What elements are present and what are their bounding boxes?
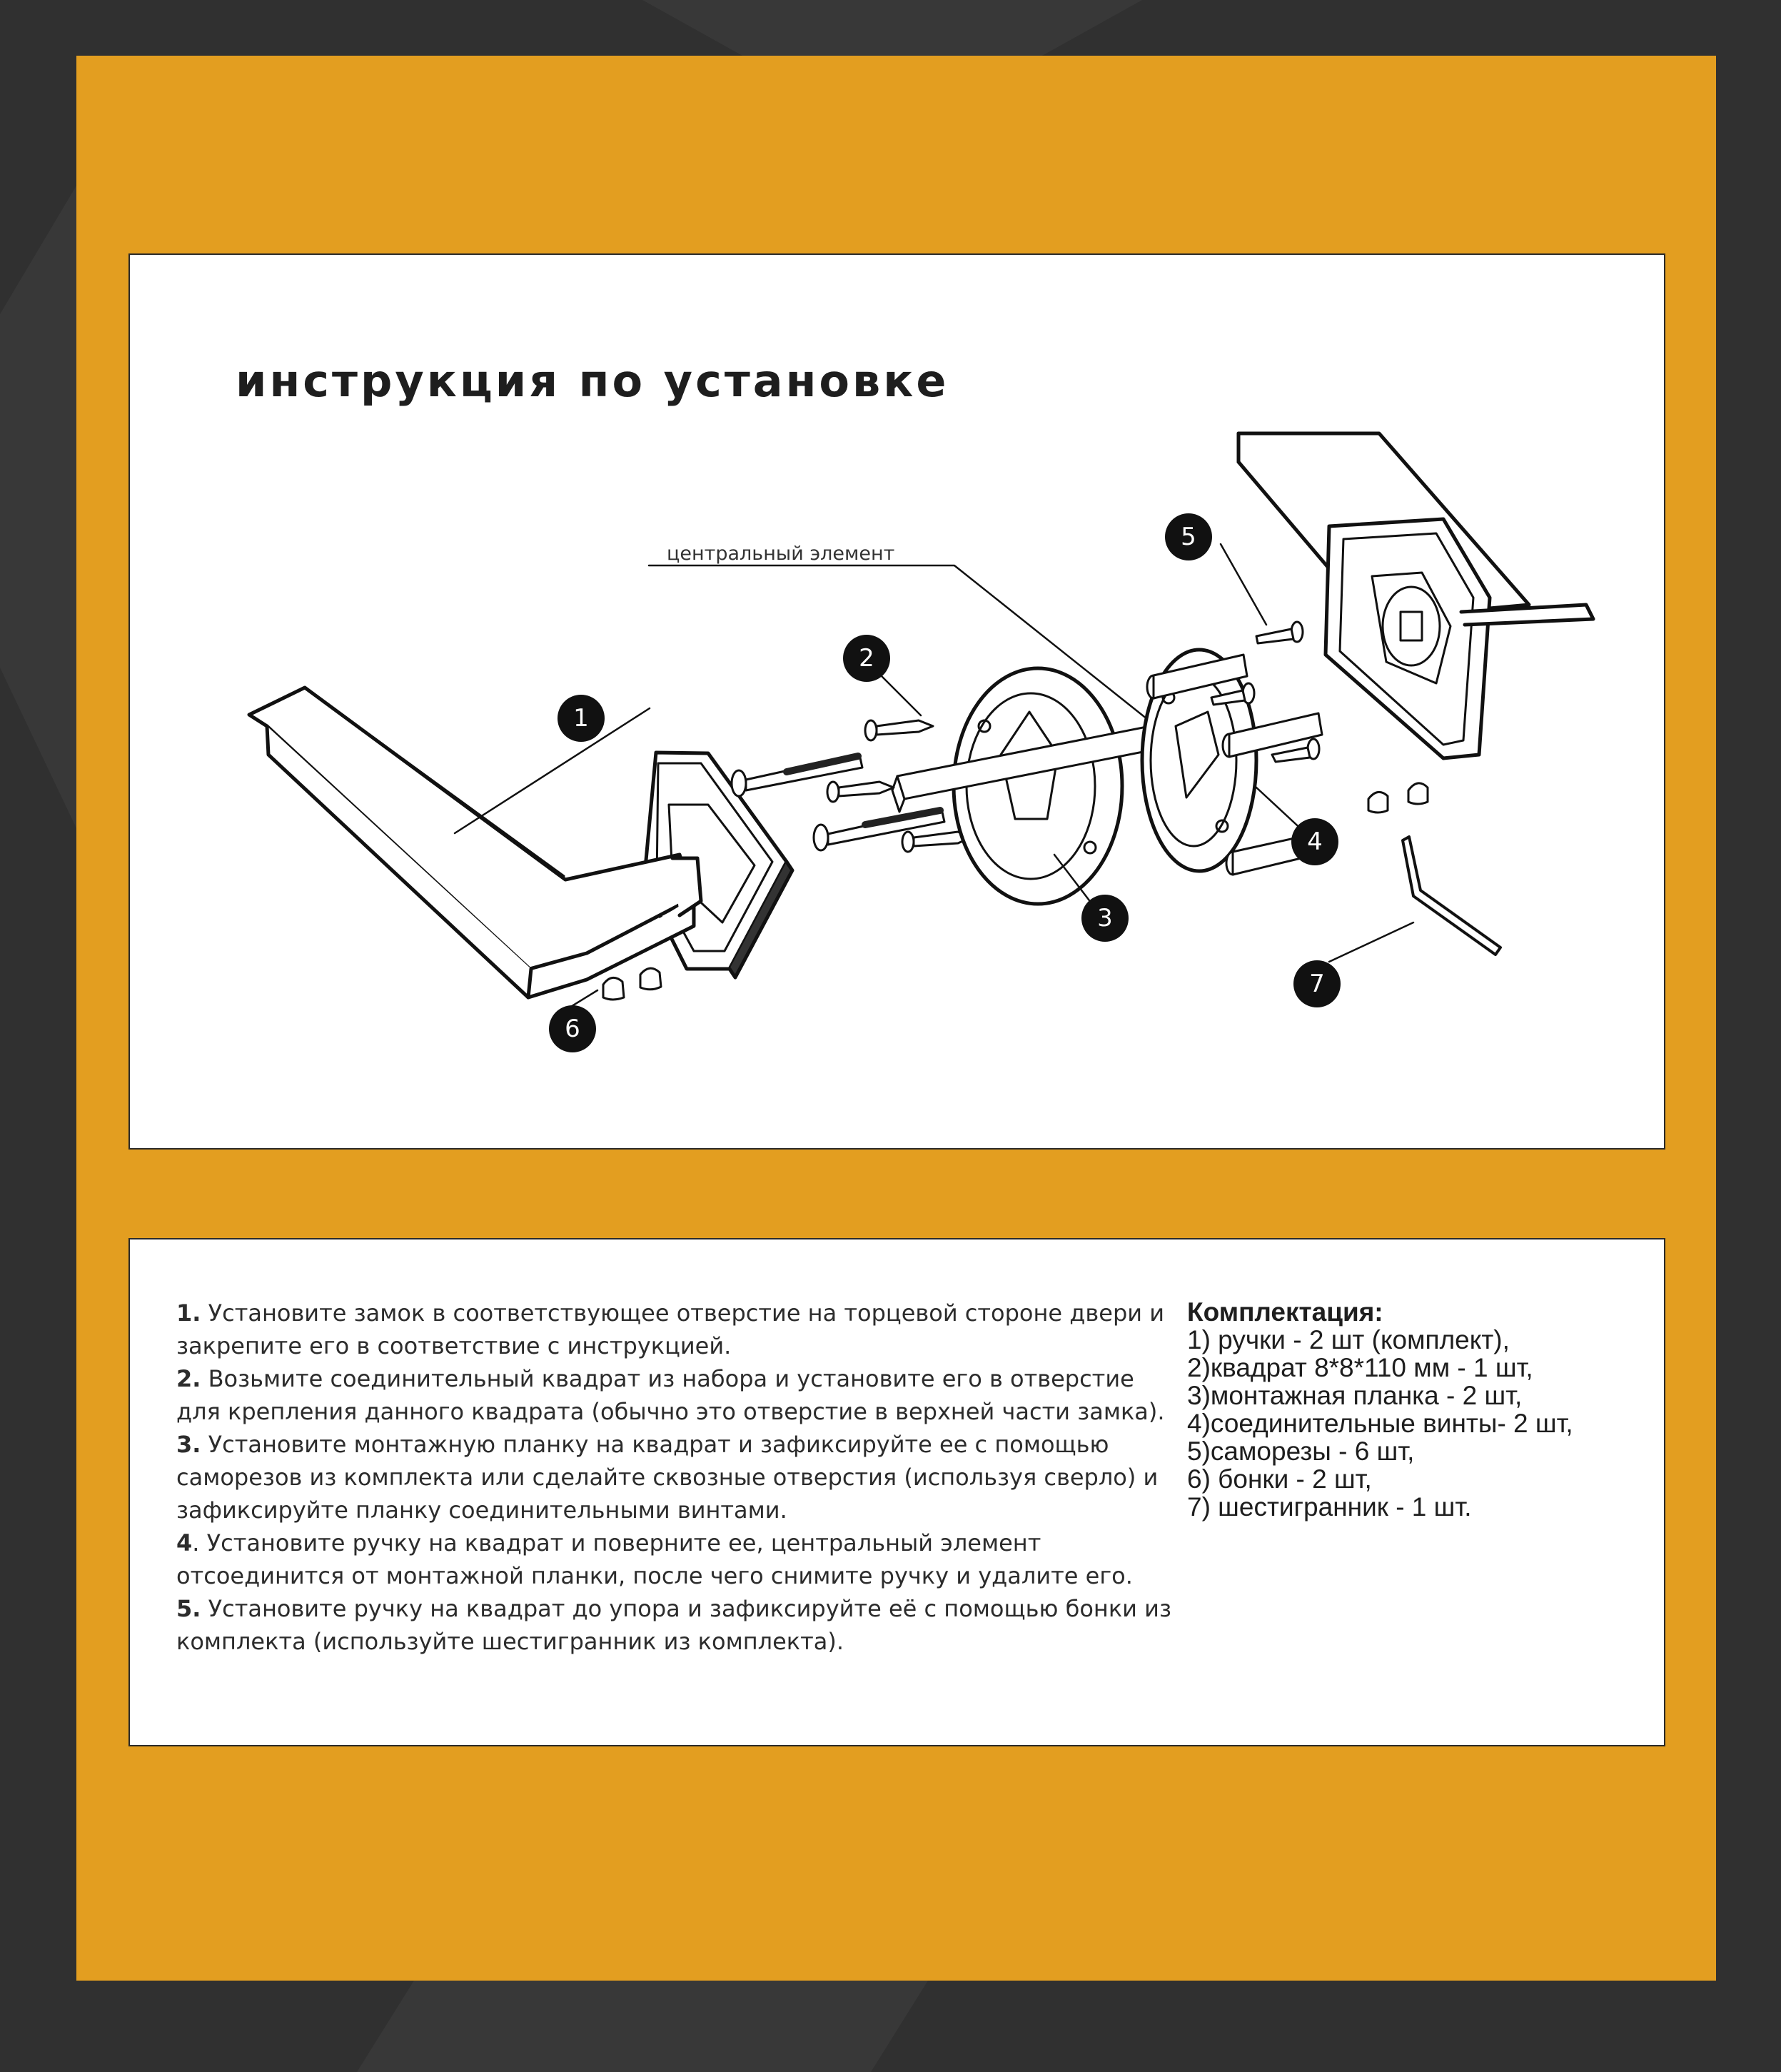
background-shape-left [0,186,76,828]
callout-7 [1293,960,1341,1007]
callout-6 [549,1005,596,1052]
step-number: 1. [176,1299,201,1327]
step-number: 5. [176,1595,201,1622]
step-1 [176,1297,1176,1362]
hex-key [1403,837,1500,955]
kit-title: Комплектация: [1187,1297,1383,1327]
bonk-pair-right [1368,783,1428,813]
callout-1-label: 1 [573,704,589,733]
kit-list [1187,1326,1644,1521]
kit-item: 4)соединительные винты- 2 шт, [1187,1409,1573,1438]
instructions-panel [128,1238,1665,1746]
kit-item: 6) бонки - 2 шт, [1187,1464,1372,1494]
step-number: 2. [176,1365,201,1392]
step-text: Установите монтажную планку на квадрат и зафиксируйте ее с помощью саморезов из комплекта или сделайте сквозные отверстия (используя сверло) и зафиксируйте планку соединительными винтами. [176,1431,1159,1524]
step-text: Установите замок в соответствующее отверстие на торцевой стороне двери и закрепите его в соответствие с инструкцией. [176,1299,1165,1359]
step-3 [176,1428,1176,1527]
page-title: инструкция по установке [236,355,949,407]
callout-3 [1081,895,1129,942]
callout-2 [843,635,890,682]
step-text: Установите ручку на квадрат до упора и зафиксируйте её с помощью бонки из комплекта (используйте шестигранник из комплекта). [176,1595,1171,1655]
callout-3-label: 3 [1097,904,1113,932]
background-shape-top [642,0,1142,56]
step-number: 3. [176,1431,201,1458]
kit-contents [1187,1298,1644,1521]
step-number: 4 [176,1529,193,1556]
callout-5-label: 5 [1181,523,1196,551]
callout-1 [557,695,605,742]
callout-4-label: 4 [1307,828,1323,856]
step-text: . Установите ручку на квадрат и поверните ее, центральный элемент отсоединится от монтажной планки, после чего снимите ручку и удалите его. [176,1529,1133,1589]
bonk-pair-left [603,968,661,1000]
handle-lever [249,688,701,997]
kit-item: 2)квадрат 8*8*110 мм - 1 шт, [1187,1353,1533,1382]
kit-item: 7) шестигранник - 1 шт. [1187,1492,1472,1522]
step-2 [176,1362,1176,1428]
exploded-diagram [130,255,1667,1151]
step-text: Возьмите соединительный квадрат из набора и установите его в отверстие для крепления данного квадрата (обычно это отверстие в верхней части замка). [176,1365,1165,1425]
callout-2-label: 2 [859,644,874,673]
callout-6-label: 6 [565,1015,580,1043]
kit-item: 5)саморезы - 6 шт, [1187,1437,1415,1466]
callout-4 [1291,818,1338,865]
background-shape-bottom [357,1981,928,2072]
callout-5 [1165,513,1212,560]
kit-item: 3)монтажная планка - 2 шт, [1187,1381,1523,1410]
kit-item: 1) ручки - 2 шт (комплект), [1187,1325,1510,1354]
central-element-label: центральный элемент [667,543,895,565]
diagram-panel [128,253,1665,1150]
callout-7-label: 7 [1309,970,1325,998]
step-5 [176,1592,1176,1658]
mounting-plate [954,668,1122,904]
handle-right [1238,433,1593,758]
installation-steps [176,1297,1176,1658]
step-4 [176,1527,1176,1592]
